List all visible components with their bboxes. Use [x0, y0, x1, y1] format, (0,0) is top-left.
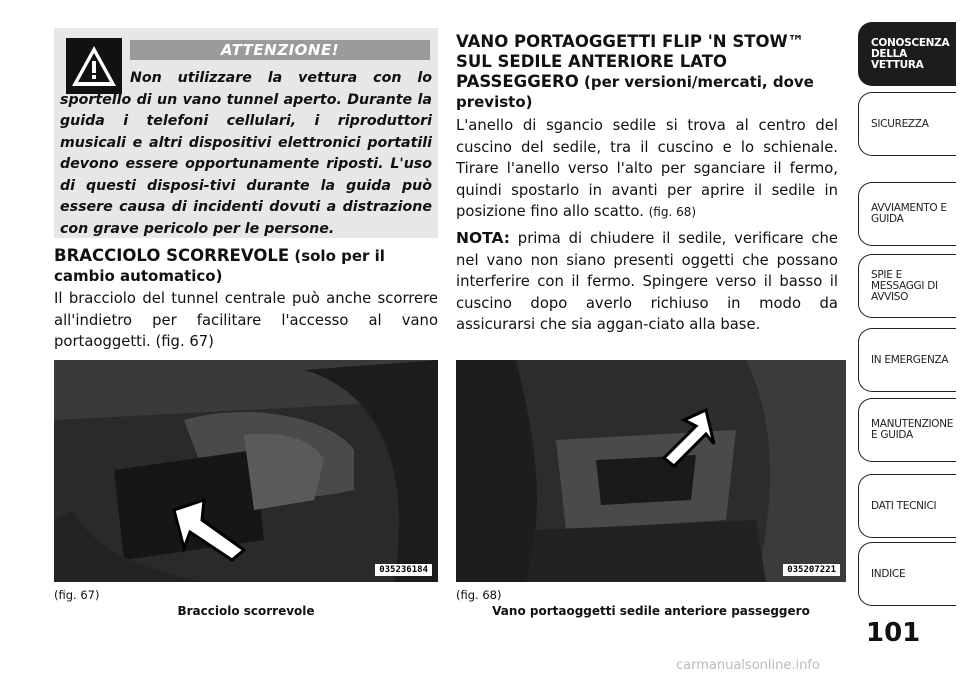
figure-67-image	[54, 360, 438, 582]
warning-title: ATTENZIONE!	[130, 40, 430, 60]
tab-in-emergenza[interactable]: IN EMERGENZA	[858, 328, 956, 392]
section-heading-bracciolo: BRACCIOLO SCORREVOLE (solo per il cambio automatico)	[54, 246, 385, 285]
figure-67-code: 035236184	[375, 564, 432, 576]
tab-conoscenza-della-vettura[interactable]: CONOSCENZA DELLA VETTURA	[858, 22, 956, 86]
figure-68-ref: (fig. 68)	[456, 588, 502, 602]
tab-indice[interactable]: INDICE	[858, 542, 956, 606]
figure-67-ref: (fig. 67)	[54, 588, 100, 602]
figure-68-caption: Vano portaoggetti sedile anteriore passeggero	[492, 604, 810, 618]
warning-box	[54, 28, 438, 238]
watermark: carmanualsonline.info	[676, 658, 820, 673]
vano-paragraph: L'anello di sgancio sedile si trova al centro del cuscino del sedile, tra il cuscino e lo schienale. Tirare l'anello verso l'alto per sganciare il fermo, quindi spostarlo in avanti per aprire il sedile in posizione fino allo scatto. (fig. 68)	[456, 117, 838, 220]
tab-spie-e-messaggi[interactable]: SPIE E MESSAGGI DI AVVISO	[858, 254, 956, 318]
tab-dati-tecnici[interactable]: DATI TECNICI	[858, 474, 956, 538]
page-number: 101	[866, 618, 921, 648]
warning-text: Non utilizzare la vettura con lo sportello di un vano tunnel aperto. Durante la guida i telefoni cellulari, i riproduttori musicali e altri dispositivi elettronici portatili devono essere opportunamente riposti. L'uso di questi disposi-tivi durante la guida può essere causa di incidenti dovuti a distrazione con grave pericolo per le persone.	[60, 70, 432, 237]
figure-68-code: 035207221	[783, 564, 840, 576]
tab-sicurezza[interactable]: SICUREZZA	[858, 92, 956, 156]
bracciolo-paragraph: Il bracciolo del tunnel centrale può anche scorrere all'indietro per facilitare l'accesso al vano portaoggetti. (fig. 67)	[54, 290, 438, 350]
note-paragraph: NOTA: prima di chiudere il sedile, verificare che nel vano non siano presenti oggetti che possano interferire con il fermo. Spingere verso il basso il cuscino dopo averlo richiuso in modo da assicurarsi che sia aggan-ciato alla base.	[456, 229, 838, 333]
figure-67-caption: Bracciolo scorrevole	[177, 604, 315, 618]
figure-68-image	[456, 360, 846, 582]
section-heading-vano: VANO PORTAOGGETTI FLIP 'N STOW™ SUL SEDILE ANTERIORE LATO PASSEGGERO (per versioni/mercati, dove previsto)	[456, 32, 814, 111]
tab-avviamento-e-guida[interactable]: AVVIAMENTO E GUIDA	[858, 182, 956, 246]
tab-manutenzione-e-guida[interactable]: MANUTENZIONE E GUIDA	[858, 398, 956, 462]
